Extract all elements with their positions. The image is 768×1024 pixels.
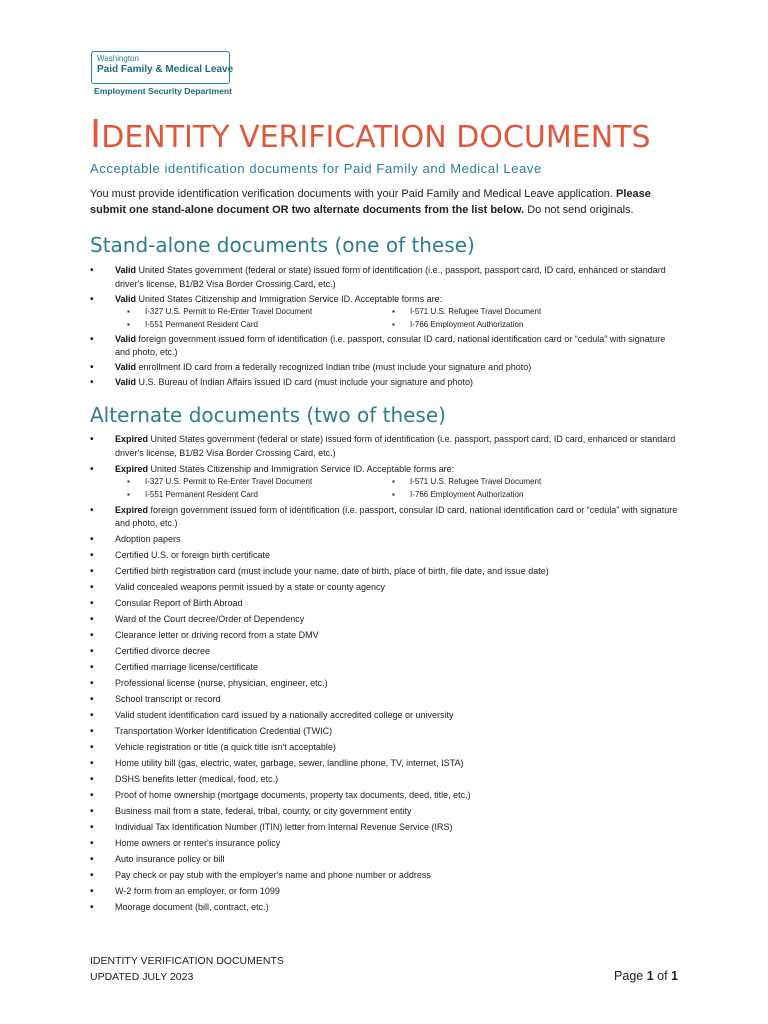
item-text: Certified U.S. or foreign birth certificate [115,550,271,560]
footer-doc-title: IDENTITY VERIFICATION DOCUMENTS [90,955,284,967]
item-text: Individual Tax Identification Number (ITIN) letter from Internal Revenue Service (IRS) [115,822,453,832]
list-item [90,433,680,460]
list-item [90,677,680,691]
item-text: W-2 form from an employer, or form 1099 [115,886,280,896]
item-text: Moorage document (bill, contract, etc.) [115,902,269,912]
item-text: Home owners or renter's insurance policy [115,838,281,848]
title-rest: DENTITY VERIFICATION DOCUMENTS [101,120,651,155]
sub-list-item: ▪ I-571 U.S. Refugee Travel Document [392,306,592,319]
logo-line-1: Washington [97,54,139,63]
list-item [90,757,680,771]
page-subtitle: Acceptable identification documents for Paid Family and Medical Leave [90,161,542,176]
title-first-letter: I [90,112,102,156]
list-item [90,629,680,643]
sub-list-item: ▪ I-766 Employment Authorization [392,489,592,502]
list-item [90,533,680,547]
list-item [90,376,680,390]
item-qualifier: Expired [115,434,149,444]
list-item [90,885,680,899]
item-text: United States government (federal or state) issued form of identification (i.e. passport, passport card, ID card, enhanced or standard driver's license, B1/B2 Visa Border Crossing Card, etc.) [115,434,676,458]
item-text: foreign government issued form of identification (i.e. passport, consular ID card, national identification card or “cedula” with signature and photo, etc.) [115,333,666,357]
list-item [90,549,680,563]
list-item [90,264,680,291]
logo [91,51,232,98]
item-text: United States Citizenship and Immigration Service ID. Acceptable forms are: [136,293,443,304]
item-text: Business mail from a state, federal, tribal, county, or city government entity [115,806,412,816]
footer-updated: UPDATED JULY 2023 [90,971,194,983]
list-item [90,333,680,360]
item-text: foreign government issued form of identification (i.e. passport, consular ID card, national identification card or “cedula” with signature and photo, etc.) [115,504,678,528]
sub-list-item: ▪ I-327 U.S. Permit to Re-Enter Travel Document [127,476,392,489]
list-item [90,837,680,851]
logo-line-3: Employment Security Department [94,86,233,96]
list-item [90,361,680,375]
list-item [90,463,680,502]
list-item [90,805,680,819]
logo-line-2: Paid Family & Medical Leave [97,64,234,75]
item-text: School transcript or record [115,694,221,704]
list-item [90,645,680,659]
list-item [90,789,680,803]
list-item [90,773,680,787]
item-text: Ward of the Court decree/Order of Dependency [115,614,305,624]
sub-list [127,306,680,331]
item-text: United States government (federal or state) issued form of identification (i.e., passport, passport card, ID card, enhanced or standard driver's license, B1/B2 Visa Border Crossing Card, etc.) [115,265,666,289]
list-item [90,725,680,739]
page-number [614,969,678,983]
item-text: Professional license (nurse, physician, engineer, etc.) [115,678,328,688]
sub-list [127,476,680,501]
item-text: Certified marriage license/certificate [115,662,259,672]
sub-list-item: ▪ I-551 Permanent Resident Card [127,489,392,502]
item-text: enrollment ID card from a federally recognized Indian tribe (must include your signature and photo) [136,362,532,372]
list-item [90,504,680,531]
intro-text-1: You must provide identification verification documents with your Paid Family and Medical Leave application. [90,188,617,200]
list-item [90,581,680,595]
sub-list-item: ▪ I-766 Employment Authorization [392,319,592,332]
item-qualifier: Valid [115,362,137,372]
page-total: 1 [671,969,678,983]
item-text: Vehicle registration or title (a quick title isn't acceptable) [115,742,336,752]
list-item [90,901,680,915]
item-text: Certified divorce decree [115,646,211,656]
list-item [90,709,680,723]
list-item [90,293,680,332]
list-item [90,853,680,867]
intro-paragraph [90,186,690,218]
alternate-list [90,433,680,917]
sub-list-item: ▪ I-571 U.S. Refugee Travel Document [392,476,592,489]
item-text: Auto insurance policy or bill [115,854,225,864]
item-text: Valid concealed weapons permit issued by a state or county agency [115,582,385,592]
item-text: U.S. Bureau of Indian Affairs issued ID card (must include your signature and photo) [136,377,474,387]
item-text: Home utility bill (gas, electric, water, garbage, sewer, landline phone, TV, internet, ISTA) [115,758,464,768]
item-qualifier: Valid [115,377,137,387]
item-text: Consular Report of Birth Abroad [115,598,243,608]
item-qualifier: Valid [115,333,137,344]
page-current: 1 [646,969,654,983]
item-text: Proof of home ownership (mortgage documents, property tax documents, deed, title, etc.) [115,790,471,800]
item-text: DSHS benefits letter (medical, food, etc.) [115,774,279,784]
page-of: of [653,969,672,983]
list-item [90,661,680,675]
sub-list-item: ▪ I-327 U.S. Permit to Re-Enter Travel Document [127,306,392,319]
item-qualifier: Expired [115,504,149,515]
item-qualifier: Valid [115,265,137,275]
page-title [90,112,651,156]
sub-list-item: ▪ I-551 Permanent Resident Card [127,319,392,332]
item-qualifier: Expired [115,463,149,474]
item-text: United States Citizenship and Immigration Service ID. Acceptable forms are: [148,463,455,474]
list-item [90,597,680,611]
footer-left [90,953,284,985]
item-text: Valid student identification card issued by a nationally accredited college or university [115,710,454,720]
item-text: Transportation Worker Identification Credential (TWIC) [115,726,333,736]
item-qualifier: Valid [115,293,137,304]
list-item [90,869,680,883]
item-text: Certified birth registration card (must include your name, date of birth, place of birth, file date, and issue date) [115,566,549,576]
item-text: Adoption papers [115,534,181,544]
alternate-heading: Alternate documents (two of these) [90,403,446,427]
list-item [90,741,680,755]
list-item [90,613,680,627]
list-item [90,821,680,835]
item-text: Clearance letter or driving record from a state DMV [115,630,319,640]
standalone-heading: Stand-alone documents (one of these) [90,233,475,257]
intro-text-2: Do not send originals. [524,204,634,216]
page-prefix: Page [614,969,647,983]
standalone-list [90,264,680,391]
intro-bold-text: Please submit one stand-alone document OR two alternate documents from the list below. [90,188,651,216]
list-item [90,693,680,707]
item-text: Pay check or pay stub with the employer's name and phone number or address [115,870,431,880]
list-item [90,565,680,579]
